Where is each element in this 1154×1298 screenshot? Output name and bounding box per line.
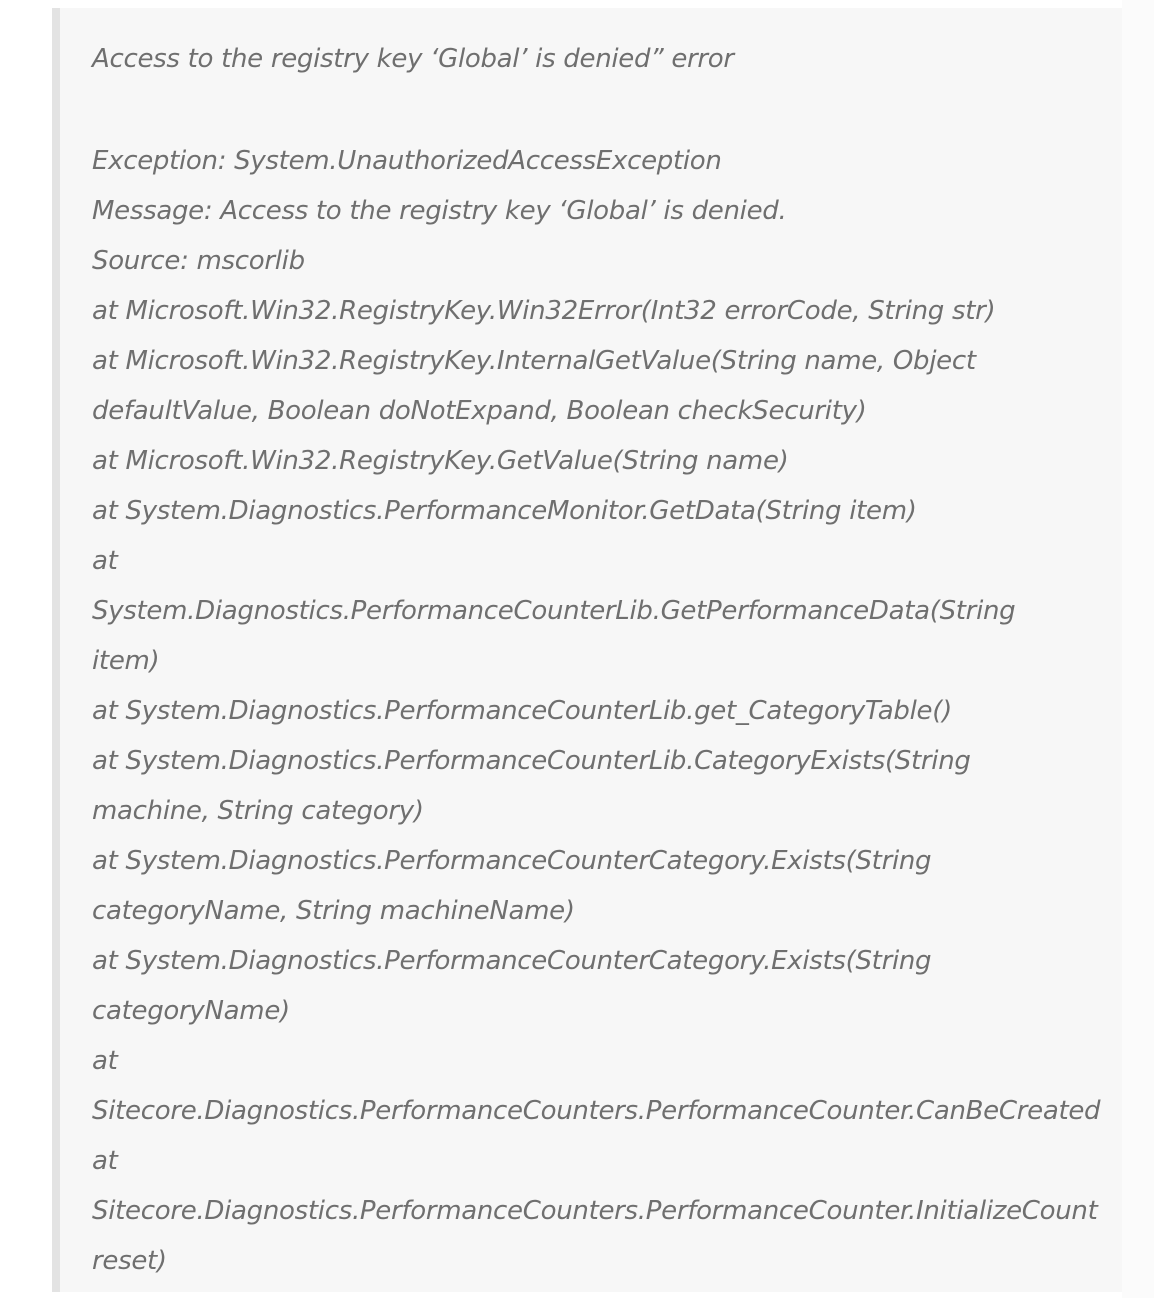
- quote-line-8: at Microsoft.Win32.RegistryKey.GetValue(String name): [92, 446, 789, 476]
- quote-blank-line: [92, 84, 1122, 136]
- quote-line-7: defaultValue, Boolean doNotExpand, Boolean checkSecurity): [92, 396, 867, 426]
- quote-line-10: at: [92, 546, 118, 576]
- blockquote: [52, 8, 1122, 1292]
- quote-line-16: at System.Diagnostics.PerformanceCounterCategory.Exists(String: [92, 846, 932, 876]
- quote-line-5: at Microsoft.Win32.RegistryKey.Win32Error(Int32 errorCode, String str): [92, 296, 996, 326]
- quote-line-20: at: [92, 1046, 118, 1076]
- quote-line-15: machine, String category): [92, 796, 424, 826]
- quote-line-12: item): [92, 646, 160, 676]
- quote-line-6: at Microsoft.Win32.RegistryKey.InternalGetValue(String name, Object: [92, 346, 976, 376]
- quote-line-22: at: [92, 1146, 118, 1176]
- quote-line-24: reset): [92, 1246, 167, 1276]
- quote-line-4: Source: mscorlib: [92, 246, 305, 276]
- right-page-strip: [1122, 0, 1154, 1298]
- quote-line-21: Sitecore.Diagnostics.PerformanceCounters.PerformanceCounter.CanBeCreated: [92, 1096, 1101, 1126]
- quote-line-9: at System.Diagnostics.PerformanceMonitor.GetData(String item): [92, 496, 917, 526]
- quote-line-19: categoryName): [92, 996, 290, 1026]
- quote-line-2: Exception: System.UnauthorizedAccessException: [92, 146, 722, 176]
- error-stack-trace: [92, 34, 1122, 1286]
- quote-line-11: System.Diagnostics.PerformanceCounterLib.GetPerformanceData(String: [92, 596, 1016, 626]
- quote-line-14: at System.Diagnostics.PerformanceCounterLib.CategoryExists(String: [92, 746, 971, 776]
- quote-line-23: Sitecore.Diagnostics.PerformanceCounters.PerformanceCounter.InitializeCount: [92, 1196, 1098, 1226]
- quote-line-0: Access to the registry key ‘Global’ is denied” error: [92, 44, 734, 74]
- quote-line-13: at System.Diagnostics.PerformanceCounterLib.get_CategoryTable(): [92, 696, 952, 726]
- quote-line-17: categoryName, String machineName): [92, 896, 575, 926]
- quote-line-3: Message: Access to the registry key ‘Global’ is denied.: [92, 196, 787, 226]
- quote-line-18: at System.Diagnostics.PerformanceCounterCategory.Exists(String: [92, 946, 932, 976]
